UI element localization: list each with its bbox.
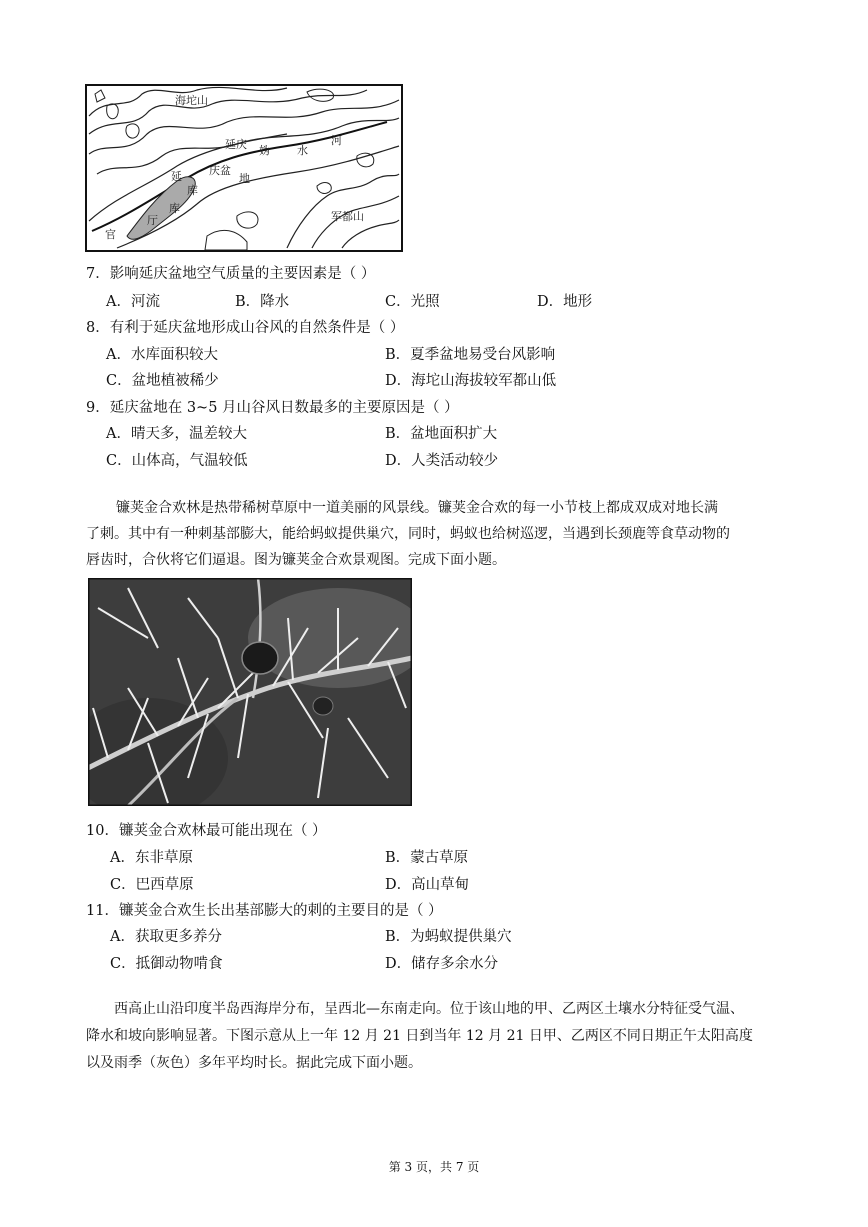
map-label-ku-2: 库 xyxy=(169,202,180,215)
q11-option-a: A．获取更多养分 xyxy=(110,929,222,945)
map-label-yanqing: 延庆 xyxy=(225,138,247,151)
map-label-he: 河 xyxy=(331,134,342,147)
map-label-di: 地 xyxy=(239,172,250,185)
q9-option-c: C．山体高，气温较低 xyxy=(106,453,248,469)
passage-acacia-line-3: 唇齿时，合伙将它们逼退。图为镰荚金合欢景观图。完成下面小题。 xyxy=(86,552,506,568)
map-label-guan: 官 xyxy=(105,228,116,241)
map-label-jundu-mountain: 军都山 xyxy=(331,210,364,223)
q11-option-b: B．为蚂蚁提供巢穴 xyxy=(385,929,512,945)
passage-ghats-line-3: 以及雨季（灰色）多年平均时长。据此完成下面小题。 xyxy=(86,1055,422,1071)
q10-option-d: D．高山草甸 xyxy=(385,877,470,893)
q8-option-c: C．盆地植被稀少 xyxy=(106,373,219,389)
passage-ghats-line-2: 降水和坡向影响显著。下图示意从上一年 12 月 21 日到当年 12 月 21 日甲、乙两区不同日期正午太阳高度 xyxy=(86,1028,753,1044)
q10-option-a: A．东非草原 xyxy=(110,850,193,866)
page-footer: 第 3 页，共 7 页 xyxy=(388,1160,480,1174)
question-11-stem: 11．镰荚金合欢生长出基部膨大的刺的主要目的是（ ） xyxy=(86,903,443,919)
map-label-ku-1: 库 xyxy=(187,184,198,197)
question-9-stem: 9．延庆盆地在 3~5 月山谷风日数最多的主要原因是（ ） xyxy=(86,400,459,416)
q9-option-d: D．人类活动较少 xyxy=(385,453,499,469)
yanqing-basin-map xyxy=(85,84,403,252)
question-8-stem: 8．有利于延庆盆地形成山谷风的自然条件是（ ） xyxy=(86,320,405,336)
passage-western-ghats xyxy=(86,996,790,1077)
q7-option-d: D．地形 xyxy=(537,294,593,310)
question-10-stem: 10．镰荚金合欢林最可能出现在（ ） xyxy=(86,823,327,839)
map-label-gui: 妫 xyxy=(259,144,270,157)
map-label-yan: 延 xyxy=(171,170,182,183)
q7-option-b: B．降水 xyxy=(235,294,290,310)
q11-option-c: C．抵御动物啃食 xyxy=(110,956,223,972)
q7-option-a: A．河流 xyxy=(106,294,160,310)
passage-acacia xyxy=(86,495,786,573)
contour-map-graphic xyxy=(87,86,401,250)
q8-option-a: A．水库面积较大 xyxy=(106,347,218,363)
q9-option-a: A．晴天多，温差较大 xyxy=(106,426,247,442)
map-label-qing-pen: 庆盆 xyxy=(209,164,231,177)
q7-option-c: C．光照 xyxy=(385,294,440,310)
q10-option-b: B．蒙古草原 xyxy=(385,850,469,866)
map-label-shui: 水 xyxy=(297,144,308,157)
map-label-haituo-mountain: 海坨山 xyxy=(175,94,208,107)
acacia-photo xyxy=(88,578,412,806)
question-7-stem: 7．影响延庆盆地空气质量的主要因素是（ ） xyxy=(86,266,376,282)
passage-acacia-line-1: 镰荚金合欢林是热带稀树草原中一道美丽的风景线。镰荚金合欢的每一小节枝上都成双成对地长满 xyxy=(116,500,718,516)
passage-acacia-line-2: 了刺。其中有一种刺基部膨大，能给蚂蚁提供巢穴，同时，蚂蚁也给树巡逻，当遇到长颈鹿等食草动物的 xyxy=(86,526,730,542)
acacia-thorns-image xyxy=(88,578,412,806)
q8-option-b: B．夏季盆地易受台风影响 xyxy=(385,347,556,363)
q10-option-c: C．巴西草原 xyxy=(110,877,194,893)
passage-ghats-line-1: 西高止山沿印度半岛西海岸分布，呈西北—东南走向。位于该山地的甲、乙两区土壤水分特征受气温、 xyxy=(114,1001,744,1017)
map-label-ting: 厅 xyxy=(147,214,158,227)
q9-option-b: B．盆地面积扩大 xyxy=(385,426,498,442)
q11-option-d: D．储存多余水分 xyxy=(385,956,499,972)
q8-option-d: D．海坨山海拔较军都山低 xyxy=(385,373,557,389)
